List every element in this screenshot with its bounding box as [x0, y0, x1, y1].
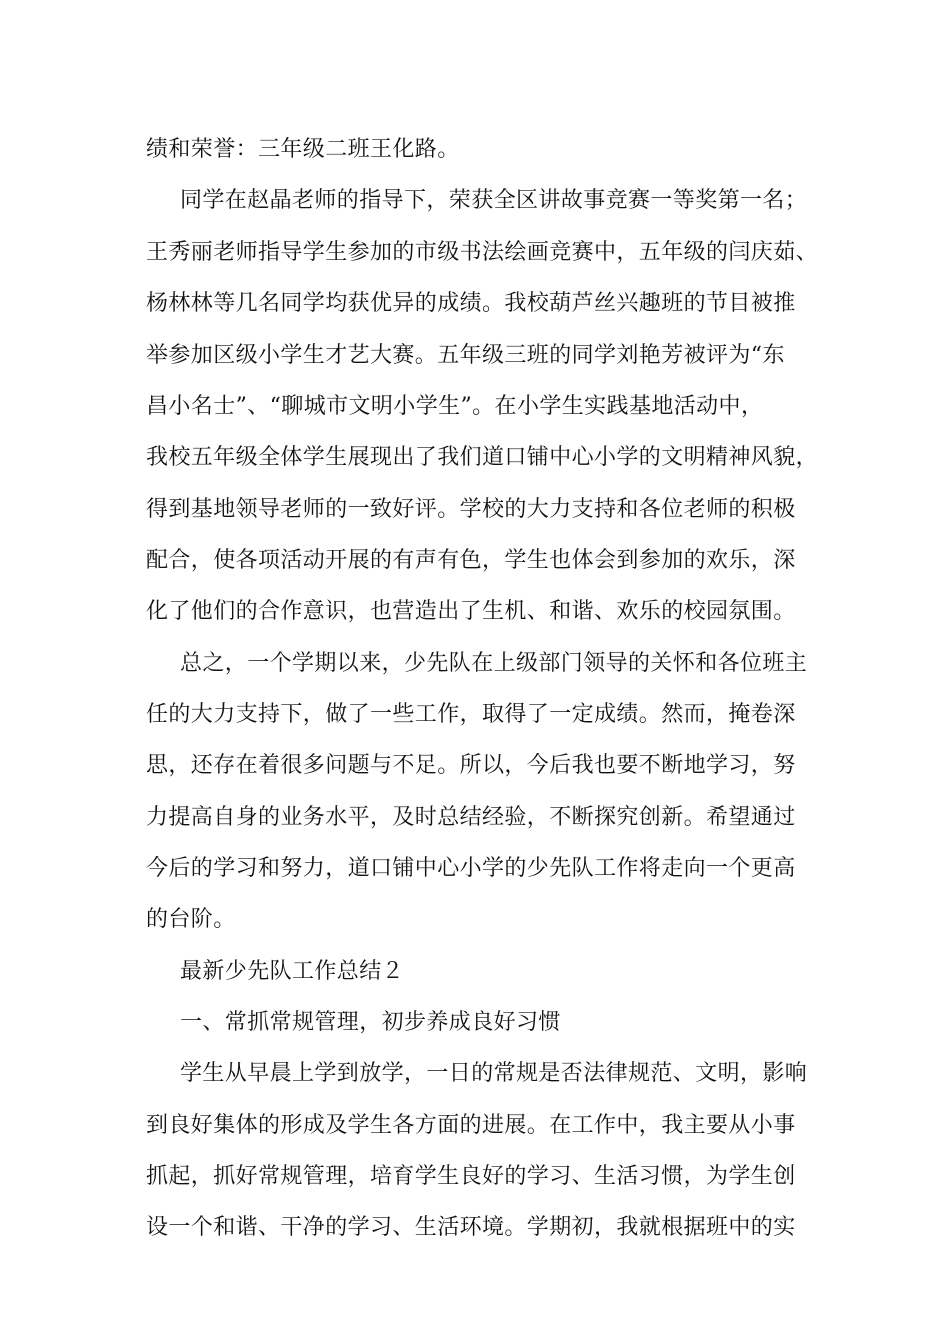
paragraph-first-line: 学生从早晨上学到放学，一日的常规是否法律规范、文明，影响 — [180, 1061, 808, 1086]
text-line: 设一个和谐、干净的学习、生活环境。学期初，我就根据班中的实 — [146, 1215, 796, 1240]
text-line: 得到基地领导老师的一致好评。学校的大力支持和各位老师的积极 — [146, 497, 796, 522]
text-line: 力提高自身的业务水平，及时总结经验，不断探究创新。希望通过 — [146, 805, 796, 830]
text-line: 昌小名士”、“聊城市文明小学生”。在小学生实践基地活动中， — [146, 394, 764, 419]
text-line: 到良好集体的形成及学生各方面的进展。在工作中，我主要从小事 — [146, 1113, 796, 1138]
text-line: 绩和荣誉：三年级二班王化路。 — [146, 137, 460, 162]
text-line: 杨林林等几名同学均获优异的成绩。我校葫芦丝兴趣班的节目被推 — [146, 291, 796, 316]
text-line: 今后的学习和努力，道口铺中心小学的少先队工作将走向一个更高 — [146, 856, 796, 881]
text-line: 举参加区级小学生才艺大赛。五年级三班的同学刘艳芳被评为“东 — [146, 343, 785, 368]
paragraph-first-line: 同学在赵晶老师的指导下，荣获全区讲故事竞赛一等奖第一名； — [180, 188, 808, 213]
text-line: 思，还存在着很多问题与不足。所以，今后我也要不断地学习，努 — [146, 753, 796, 778]
text-line: 配合，使各项活动开展的有声有色，学生也体会到参加的欢乐，深 — [146, 548, 796, 573]
section-heading: 一、常抓常规管理，初步养成良好习惯 — [180, 1010, 561, 1035]
text-line: 的台阶。 — [146, 907, 236, 932]
text-line: 任的大力支持下，做了一些工作，取得了一定成绩。然而，掩卷深 — [146, 702, 796, 727]
text-line: 抓起，抓好常规管理，培育学生良好的学习、生活习惯，为学生创 — [146, 1164, 796, 1189]
text-line: 化了他们的合作意识，也营造出了生机、和谐、欢乐的校园氛围。 — [146, 599, 796, 624]
text-line: 王秀丽老师指导学生参加的市级书法绘画竞赛中，五年级的闫庆茹、 — [146, 240, 819, 265]
paragraph-first-line: 总之，一个学期以来，少先队在上级部门领导的关怀和各位班主 — [180, 651, 808, 676]
text-line: 我校五年级全体学生展现出了我们道口铺中心小学的文明精神风貌， — [146, 445, 819, 470]
section-title: 最新少先队工作总结２ — [180, 959, 405, 984]
